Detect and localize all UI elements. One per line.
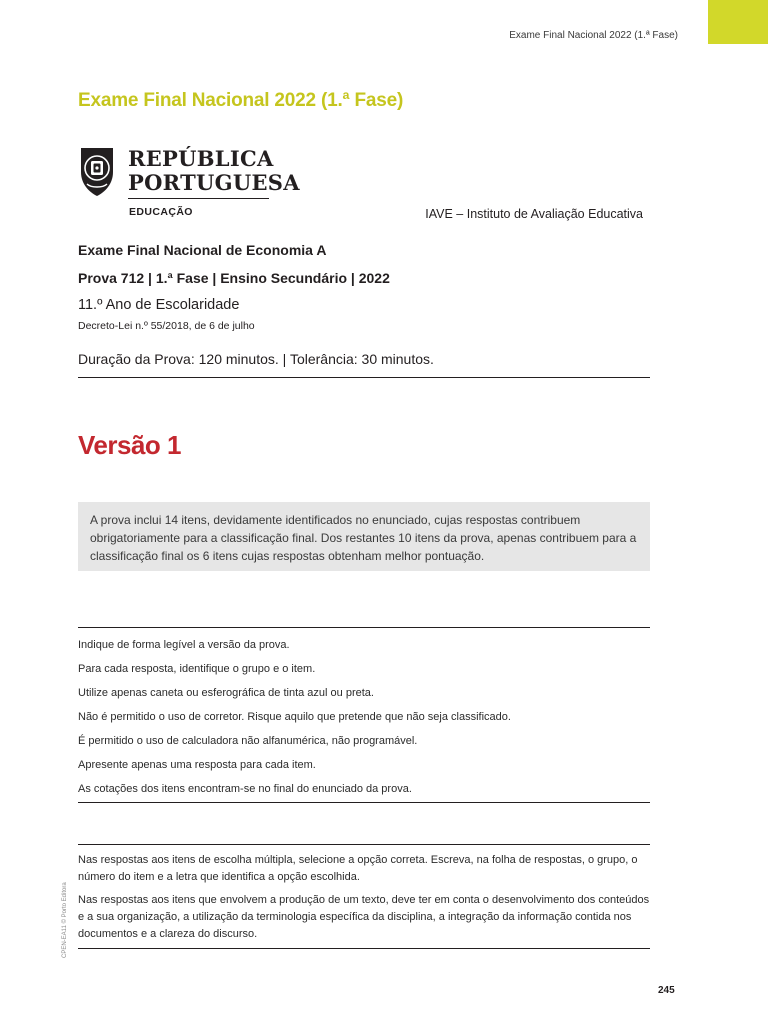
corner-accent-tab [708, 0, 768, 44]
divider [78, 377, 650, 378]
coat-of-arms-icon [78, 144, 116, 198]
decree: Decreto-Lei n.º 55/2018, de 6 de julho [78, 320, 255, 332]
publisher-credit: CPEN-EA11 © Porto Editora [62, 882, 68, 958]
instruction-item: Utilize apenas caneta ou esferográfica de tinta azul ou preta. [78, 687, 374, 699]
instruction-item: É permitido o uso de calculadora não alfanumérica, não programável. [78, 735, 418, 747]
note-paragraph: Nas respostas aos itens de escolha múltipla, selecione a opção correta. Escreva, na folha de respostas, o grupo, o número do item e a letra que identifica a opção escolhida. [78, 854, 638, 883]
running-head: Exame Final Nacional 2022 (1.ª Fase) [509, 30, 678, 41]
instruction-item: Indique de forma legível a versão da prova. [78, 639, 290, 651]
divider [78, 802, 650, 803]
exam-code: Prova 712 | 1.ª Fase | Ensino Secundário | 2022 [78, 270, 390, 286]
divider [78, 844, 650, 845]
version-heading: Versão 1 [78, 430, 181, 460]
answer-notes [78, 852, 654, 949]
instruction-item: Não é permitido o uso de corretor. Risque aquilo que pretende que não seja classificado. [78, 711, 511, 723]
institute-name: IAVE – Instituto de Avaliação Educativa [425, 207, 643, 221]
instruction-item: Apresente apenas uma resposta para cada item. [78, 759, 316, 771]
instruction-item: Para cada resposta, identifique o grupo e o item. [78, 663, 316, 675]
exam-duration: Duração da Prova: 120 minutos. | Tolerância: 30 minutos. [78, 351, 434, 367]
divider [78, 948, 650, 949]
instructions-list [78, 636, 658, 804]
school-year: 11.º Ano de Escolaridade [78, 297, 240, 313]
info-box: A prova inclui 14 itens, devidamente identificados no enunciado, cujas respostas contribuem obrigatoriamente para a classificação final. Dos restantes 10 itens da prova, apenas contribuem para a classificação final os 6 itens cujas respostas obtenham melhor pontuação. [78, 502, 650, 571]
divider [78, 627, 650, 628]
page-number: 245 [658, 985, 675, 996]
note-paragraph: Nas respostas aos itens que envolvem a produção de um texto, deve ter em conta o desenvolvimento dos conteúdos e a sua organização, a utilização da terminologia específica da disciplina, a integração da informação contida nos documentos e a clareza do discurso. [78, 894, 650, 940]
instruction-item: As cotações dos itens encontram-se no final do enunciado da prova. [78, 783, 412, 795]
logo-text-ministry: EDUCAÇÃO [129, 206, 193, 218]
exam-subject: Exame Final Nacional de Economia A [78, 242, 327, 258]
logo-text-republica: REPÚBLICA [128, 146, 274, 171]
page-title: Exame Final Nacional 2022 (1.ª Fase) [78, 90, 404, 111]
logo-text-portuguesa: PORTUGUESA [128, 170, 300, 195]
logo-divider [128, 198, 269, 199]
